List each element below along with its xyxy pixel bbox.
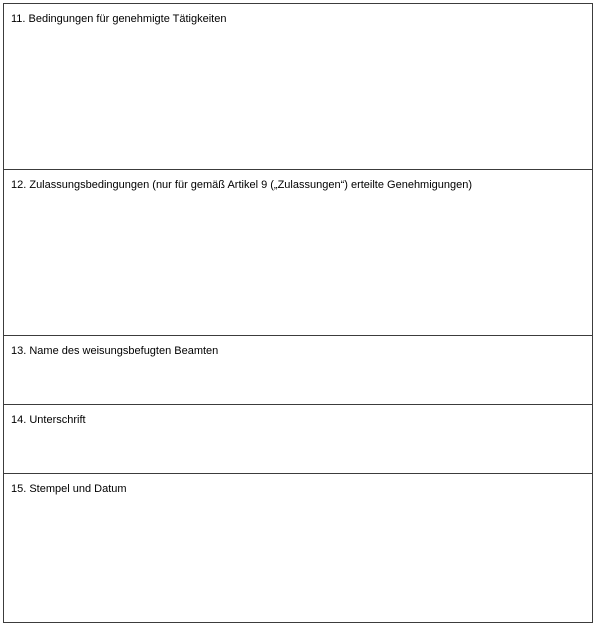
section-conditions-approved-activities [4, 4, 592, 170]
section-label: 13. Name des weisungsbefugten Beamten [11, 345, 219, 357]
section-label: 12. Zulassungsbedingungen (nur für gemäß Artikel 9 („Zulassungen“) erteilte Genehmigungen) [11, 179, 473, 191]
section-stamp-and-date [4, 474, 592, 622]
section-official-name [4, 336, 592, 405]
section-signature [4, 405, 592, 474]
section-approval-conditions [4, 170, 592, 336]
section-label: 14. Unterschrift [11, 414, 86, 426]
form-table [3, 3, 593, 623]
section-label: 11. Bedingungen für genehmigte Tätigkeiten [11, 13, 227, 25]
section-label: 15. Stempel und Datum [11, 483, 127, 495]
